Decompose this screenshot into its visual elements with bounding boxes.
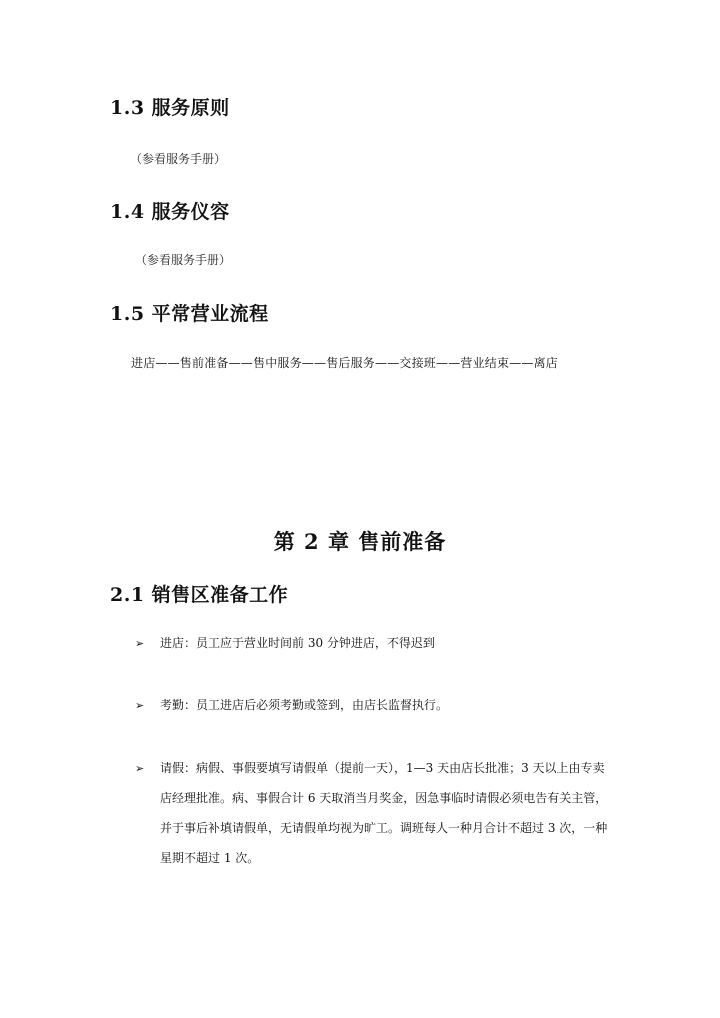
bullet-item: 考勤：员工进店后必须考勤或签到，由店长监督执行。 bbox=[160, 698, 449, 712]
section-note-1-4: （参看服务手册） bbox=[135, 253, 232, 267]
section-heading-1-3: 1.3 服务原则 bbox=[110, 97, 230, 119]
section-note-1-3: （参看服务手册） bbox=[130, 152, 227, 166]
bullet-item: 进店：员工应于营业时间前 30 分钟进店，不得迟到 bbox=[160, 636, 435, 650]
bullet-arrow-icon: ➢ bbox=[135, 762, 145, 775]
bullet-arrow-icon: ➢ bbox=[135, 637, 145, 650]
chapter-title: 第 2 章 售前准备 bbox=[273, 529, 447, 554]
bullet-arrow-icon: ➢ bbox=[135, 699, 145, 712]
section-heading-2-1: 2.1 销售区准备工作 bbox=[110, 584, 289, 606]
section-heading-1-5: 1.5 平常营业流程 bbox=[110, 303, 269, 325]
bullet-item: 请假：病假、事假要填写请假单（提前一天），1—3 天由店长批准；3 天以上由专卖店经理批准。病、事假合计 6 天取消当月奖金，因急事临时请假必须电告有关主管，并于事后补填请假单，无请假单均视为旷工。调班每人一种月合计不超过 3 次，一种星期不超过 1 次。 bbox=[160, 761, 608, 865]
business-flow-text: 进店——售前准备——售中服务——售后服务——交接班——营业结束——离店 bbox=[131, 356, 559, 370]
section-heading-1-4: 1.4 服务仪容 bbox=[110, 201, 230, 223]
